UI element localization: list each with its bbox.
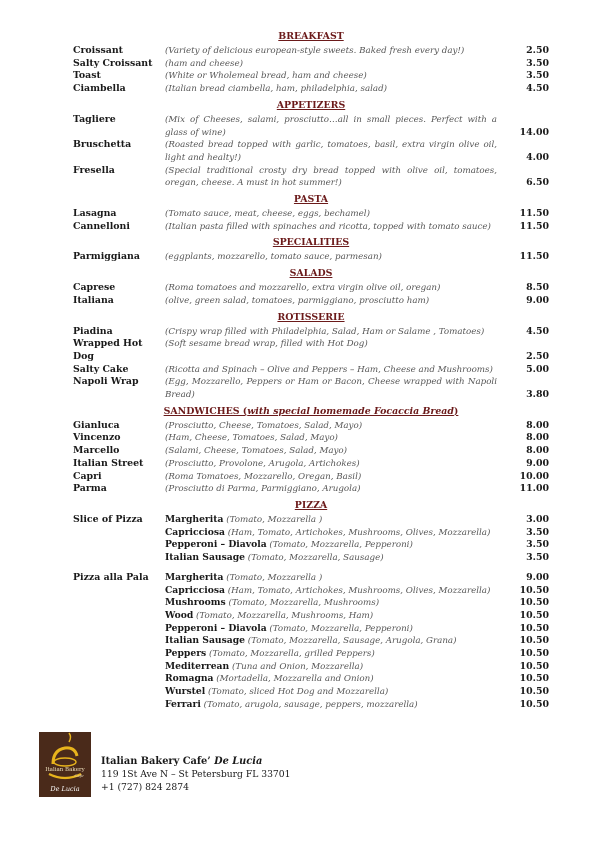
pizza-price: 3.50: [526, 552, 549, 564]
menu-item-description: (Prosciutto di Parma, Parmiggiano, Arugola): [165, 484, 361, 495]
business-info: [101, 755, 290, 794]
pizza-price: 10.50: [519, 609, 549, 621]
pizza-description: [165, 514, 497, 527]
pizza-ingredients: (Tuna and Onion, Mozzarella): [231, 661, 364, 672]
menu-item-price: 8.00: [526, 419, 549, 431]
menu-item-price: 8.00: [526, 432, 549, 444]
pizza-row: [73, 661, 549, 674]
menu-item-price: 4.50: [526, 325, 549, 337]
menu-item-description: (White or Wholemeal bread, ham and cheese): [165, 71, 367, 82]
menu-item-description: (Roma Tomatoes, Mozzarello, Oregan, Basil): [165, 471, 362, 482]
pizza-price: 10.50: [519, 597, 549, 609]
menu-item-row: [73, 70, 549, 83]
menu-item-price: 9.00: [526, 457, 549, 469]
menu-item-name: Italian Street: [73, 457, 144, 469]
menu-item-description: (Mix of Cheeses, salami, prosciutto…all in small pieces. Perfect with a glass of wine): [165, 114, 497, 138]
menu-item-description: (ham and cheese): [165, 58, 243, 69]
menu-item-price: 11.50: [519, 251, 549, 263]
pizza-description: [165, 635, 497, 648]
pizza-pala-list: [73, 572, 549, 712]
menu-item-price: 14.00: [519, 126, 549, 138]
menu-item-description: (Soft sesame bread wrap, filled with Hot Dog): [165, 339, 368, 350]
menu-item-description: (Ham, Cheese, Tomatoes, Salad, Mayo): [165, 433, 338, 444]
menu-item-name: Gianluca: [73, 419, 120, 431]
menu-item-row: [73, 45, 549, 58]
menu-item-name: Italiana: [73, 294, 114, 306]
menu-item-name: Ciambella: [73, 83, 126, 95]
menu-item-price: 8.00: [526, 445, 549, 457]
pizza-description: [165, 699, 497, 712]
menu-item-row: [73, 251, 549, 264]
pizza-ingredients: (Tomato, Mozzarella, Sausage): [247, 553, 384, 564]
menu-item-price: 3.50: [526, 70, 549, 82]
menu-item-row: [73, 114, 549, 139]
menu-item-description: (Prosciutto, Cheese, Tomatoes, Salad, Mayo): [165, 420, 363, 431]
pizza-name: Italian Sausage: [165, 552, 245, 564]
menu-item-price: 11.50: [519, 208, 549, 220]
section-title-sandwiches: [73, 406, 549, 417]
menu-item-price: 11.00: [519, 483, 549, 495]
menu-item-name: Lasagna: [73, 208, 117, 220]
footer: [39, 732, 290, 797]
menu-item-price: 2.50: [526, 350, 549, 362]
logo-text-bottom: De Lucia: [50, 785, 80, 793]
menu-item-price: 3.80: [526, 389, 549, 401]
pizza-row: [73, 673, 549, 686]
menu-item-description: (Salami, Cheese, Tomatoes, Salad, Mayo): [165, 446, 348, 457]
menu-item-description: (Tomato sauce, meat, cheese, eggs, bechamel): [165, 209, 370, 220]
menu-item-name: Caprese: [73, 282, 116, 294]
menu-item-row: [73, 208, 549, 221]
sandwiches-title-note: with special homemade Focaccia Bread: [247, 405, 454, 417]
menu-item-price: 4.00: [526, 151, 549, 163]
business-name: [101, 755, 290, 768]
business-name-main: Italian Bakery Cafe’: [101, 756, 211, 767]
menu-item-row: [73, 326, 549, 339]
pizza-price: 10.50: [519, 648, 549, 660]
pizza-ingredients: (Tomato, Mozzarella ): [226, 572, 323, 583]
pizza-description: [165, 648, 497, 661]
menu-item-row: [73, 338, 549, 363]
pizza-group-label: Pizza alla Pala: [73, 571, 149, 583]
menu-item-name: Tagliere: [73, 113, 116, 125]
pizza-description: [165, 610, 497, 623]
pasta-list: [73, 208, 549, 233]
pizza-price: 10.50: [519, 686, 549, 698]
pizza-ingredients: (Tomato, Mozzarella, Pepperoni): [269, 540, 413, 551]
pizza-row: [73, 699, 549, 712]
menu-item-name: Parma: [73, 483, 107, 495]
menu-item-name: Parmiggiana: [73, 251, 140, 263]
pizza-name: Italian Sausage: [165, 635, 245, 647]
pizza-description: [165, 661, 497, 674]
appetizers-list: [73, 114, 549, 190]
specialities-list: [73, 251, 549, 264]
menu-item-description: (eggplants, mozzarello, tomato sauce, parmesan): [165, 252, 382, 263]
menu-item-description: (Italian pasta filled with spinaches and ricotta, topped with tomato sauce): [165, 221, 491, 232]
pizza-price: 10.50: [519, 673, 549, 685]
menu-item-price: 6.50: [526, 177, 549, 189]
menu-item-row: [73, 445, 549, 458]
pizza-description: [165, 572, 497, 585]
menu-item-row: [73, 295, 549, 308]
menu-item-row: [73, 483, 549, 496]
pizza-row: [73, 597, 549, 610]
pizza-ingredients: (Tomato, Mozzarella, Sausage, Arugola, Grana): [247, 636, 457, 647]
menu-item-description: (Egg, Mozzarello, Peppers or Ham or Bacon, Cheese wrapped with Napoli Bread): [165, 377, 497, 401]
business-name-italic: De Lucia: [210, 756, 263, 767]
menu-item-name: Napoli Wrap: [73, 376, 139, 388]
breakfast-list: [73, 45, 549, 96]
sandwiches-title-end: ): [453, 405, 459, 417]
pizza-price: 10.50: [519, 698, 549, 710]
business-address: 119 1St Ave N – St Petersburg FL 33701: [101, 769, 291, 780]
pizza-ingredients: (Tomato, sliced Hot Dog and Mozzarella): [207, 687, 389, 698]
pizza-row: [73, 623, 549, 636]
menu-item-description: (Italian bread ciambella, ham, philadelphia, salad): [165, 84, 388, 95]
menu-item-description: (Ricotta and Spinach – Olive and Peppers – Ham, Cheese and Mushrooms): [165, 364, 493, 375]
menu-item-name: Capri: [73, 470, 102, 482]
menu-item-description: (Special traditional crosty dry bread topped with olive oil, tomatoes, oregan, cheese. A must in hot summer!): [165, 165, 497, 189]
pizza-name: Capricciosa: [165, 526, 225, 538]
menu-item-name: Croissant: [73, 45, 123, 56]
pizza-price: 10.50: [519, 660, 549, 672]
pizza-gap: [73, 565, 549, 572]
menu-item-price: 2.50: [526, 45, 549, 56]
menu-item-price: 11.50: [519, 220, 549, 232]
menu-item-description: (Roma tomatoes and mozzarello, extra virgin olive oil, oregan): [165, 283, 441, 294]
pizza-ingredients: (Mortadella, Mozzarella and Onion): [216, 674, 374, 685]
pizza-description: [165, 673, 497, 686]
pizza-row: [73, 585, 549, 598]
menu-item-name: Wrapped Hot Dog: [73, 338, 143, 362]
pizza-description: [165, 597, 497, 610]
menu-item-description: (Variety of delicious european-style sweets. Baked fresh every day!): [165, 46, 465, 56]
pizza-group-label: Slice of Pizza: [73, 513, 143, 525]
menu-item-row: [73, 432, 549, 445]
menu-item-row: [73, 139, 549, 164]
menu-item-row: [73, 364, 549, 377]
pizza-name: Mushrooms: [165, 597, 226, 609]
menu-item-description: (Prosciutto, Provolone, Arugola, Artichokes): [165, 458, 360, 469]
sandwiches-list: [73, 420, 549, 496]
pizza-name: Romagna: [165, 673, 214, 685]
coffee-cup-logo-icon: [39, 732, 91, 797]
menu-item-name: Salty Croissant: [73, 57, 153, 69]
pizza-price: 10.50: [519, 635, 549, 647]
pizza-ingredients: (Tomato, Mozzarella, grilled Peppers): [208, 649, 375, 660]
pizza-row: [73, 610, 549, 623]
pizza-name: Wurstel: [165, 686, 206, 698]
menu-item-price: 8.50: [526, 282, 549, 294]
pizza-description: [165, 623, 497, 636]
pizza-ingredients: (Tomato, arugola, sausage, peppers, mozzarella): [203, 699, 418, 710]
pizza-name: Pepperoni – Diavola: [165, 539, 267, 551]
pizza-row: [73, 552, 549, 565]
pizza-price: 9.00: [526, 571, 549, 583]
menu-item-row: [73, 58, 549, 71]
pizza-description: [165, 686, 497, 699]
sandwiches-title-text: SANDWICHES (: [163, 405, 248, 417]
menu-item-description: (Roasted bread topped with garlic, tomatoes, basil, extra virgin olive oil, light and healty!): [165, 140, 497, 163]
section-title-appetizers: APPETIZERS: [276, 99, 346, 111]
pizza-ingredients: (Tomato, Mozzarella ): [226, 514, 323, 525]
pizza-name: Ferrari: [165, 698, 201, 710]
pizza-description: [165, 527, 497, 540]
menu-item-description: (olive, green salad, tomatoes, parmiggiano, prosciutto ham): [165, 295, 430, 306]
pizza-slice-list: [73, 514, 549, 565]
menu-item-price: 10.00: [519, 470, 549, 482]
menu-item-name: Cannelloni: [73, 220, 130, 232]
pizza-row: [73, 572, 549, 585]
pizza-price: 3.00: [526, 513, 549, 525]
rotisserie-list: [73, 326, 549, 402]
menu-item-row: [73, 221, 549, 234]
logo-text-top: Italian Bakery: [45, 767, 85, 773]
menu-item-price: 9.00: [526, 294, 549, 306]
pizza-row: [73, 635, 549, 648]
pizza-name: Wood: [165, 609, 194, 621]
pizza-ingredients: (Tomato, Mozzarella, Pepperoni): [269, 623, 413, 634]
pizza-description: [165, 539, 497, 552]
pizza-price: 3.50: [526, 539, 549, 551]
menu-item-row: [73, 282, 549, 295]
pizza-price: 10.50: [519, 622, 549, 634]
menu-item-name: Bruschetta: [73, 139, 132, 151]
menu-item-name: Marcello: [73, 445, 120, 457]
pizza-row: [73, 686, 549, 699]
menu-item-row: [73, 165, 549, 190]
menu-item-name: Vincenzo: [73, 432, 121, 444]
business-phone: +1 (727) 824 2874: [101, 782, 189, 793]
section-title-pasta: PASTA: [293, 194, 329, 206]
menu-item-name: Piadina: [73, 325, 113, 337]
logo-text-side: Cafe: [74, 773, 84, 778]
menu-item-price: 3.50: [526, 57, 549, 69]
menu-item-name: Toast: [73, 70, 101, 82]
section-title-salads: SALADS: [289, 268, 333, 280]
pizza-name: Margherita: [165, 513, 224, 525]
pizza-row: [73, 527, 549, 540]
menu-item-row: [73, 420, 549, 433]
pizza-price: 10.50: [519, 584, 549, 596]
pizza-price: 3.50: [526, 526, 549, 538]
menu-item-price: 4.50: [526, 83, 549, 95]
menu-item-name: Fresella: [73, 164, 115, 176]
menu-item-row: [73, 458, 549, 471]
pizza-description: [165, 552, 497, 565]
pizza-row: [73, 514, 549, 527]
pizza-name: Capricciosa: [165, 584, 225, 596]
menu-item-row: [73, 376, 549, 401]
section-title-breakfast: BREAKFAST: [278, 31, 344, 42]
pizza-name: Pepperoni – Diavola: [165, 622, 267, 634]
pizza-ingredients: (Tomato, Mozzarella, Mushrooms): [228, 598, 380, 609]
menu-item-row: [73, 471, 549, 484]
menu: [73, 31, 549, 712]
section-title-specialities: SPECIALITIES: [272, 237, 350, 249]
pizza-row: [73, 648, 549, 661]
pizza-name: Peppers: [165, 648, 207, 660]
pizza-ingredients: (Tomato, Mozzarella, Mushrooms, Ham): [196, 610, 374, 621]
pizza-description: [165, 585, 497, 598]
section-title-pizza: PIZZA: [294, 499, 328, 511]
menu-item-row: [73, 83, 549, 96]
section-title-rotisserie: ROTISSERIE: [277, 311, 345, 323]
menu-item-name: Salty Cake: [73, 363, 129, 375]
menu-item-description: (Crispy wrap filled with Philadelphia, Salad, Ham or Salame , Tomatoes): [165, 326, 485, 337]
menu-item-price: 5.00: [526, 363, 549, 375]
pizza-ingredients: (Ham, Tomato, Artichokes, Mushrooms, Olives, Mozzarella): [227, 527, 491, 538]
pizza-row: [73, 539, 549, 552]
pizza-name: Margherita: [165, 571, 224, 583]
pizza-name: Mediterrean: [165, 660, 230, 672]
pizza-ingredients: (Ham, Tomato, Artichokes, Mushrooms, Olives, Mozzarella): [227, 585, 491, 596]
salads-list: [73, 282, 549, 307]
